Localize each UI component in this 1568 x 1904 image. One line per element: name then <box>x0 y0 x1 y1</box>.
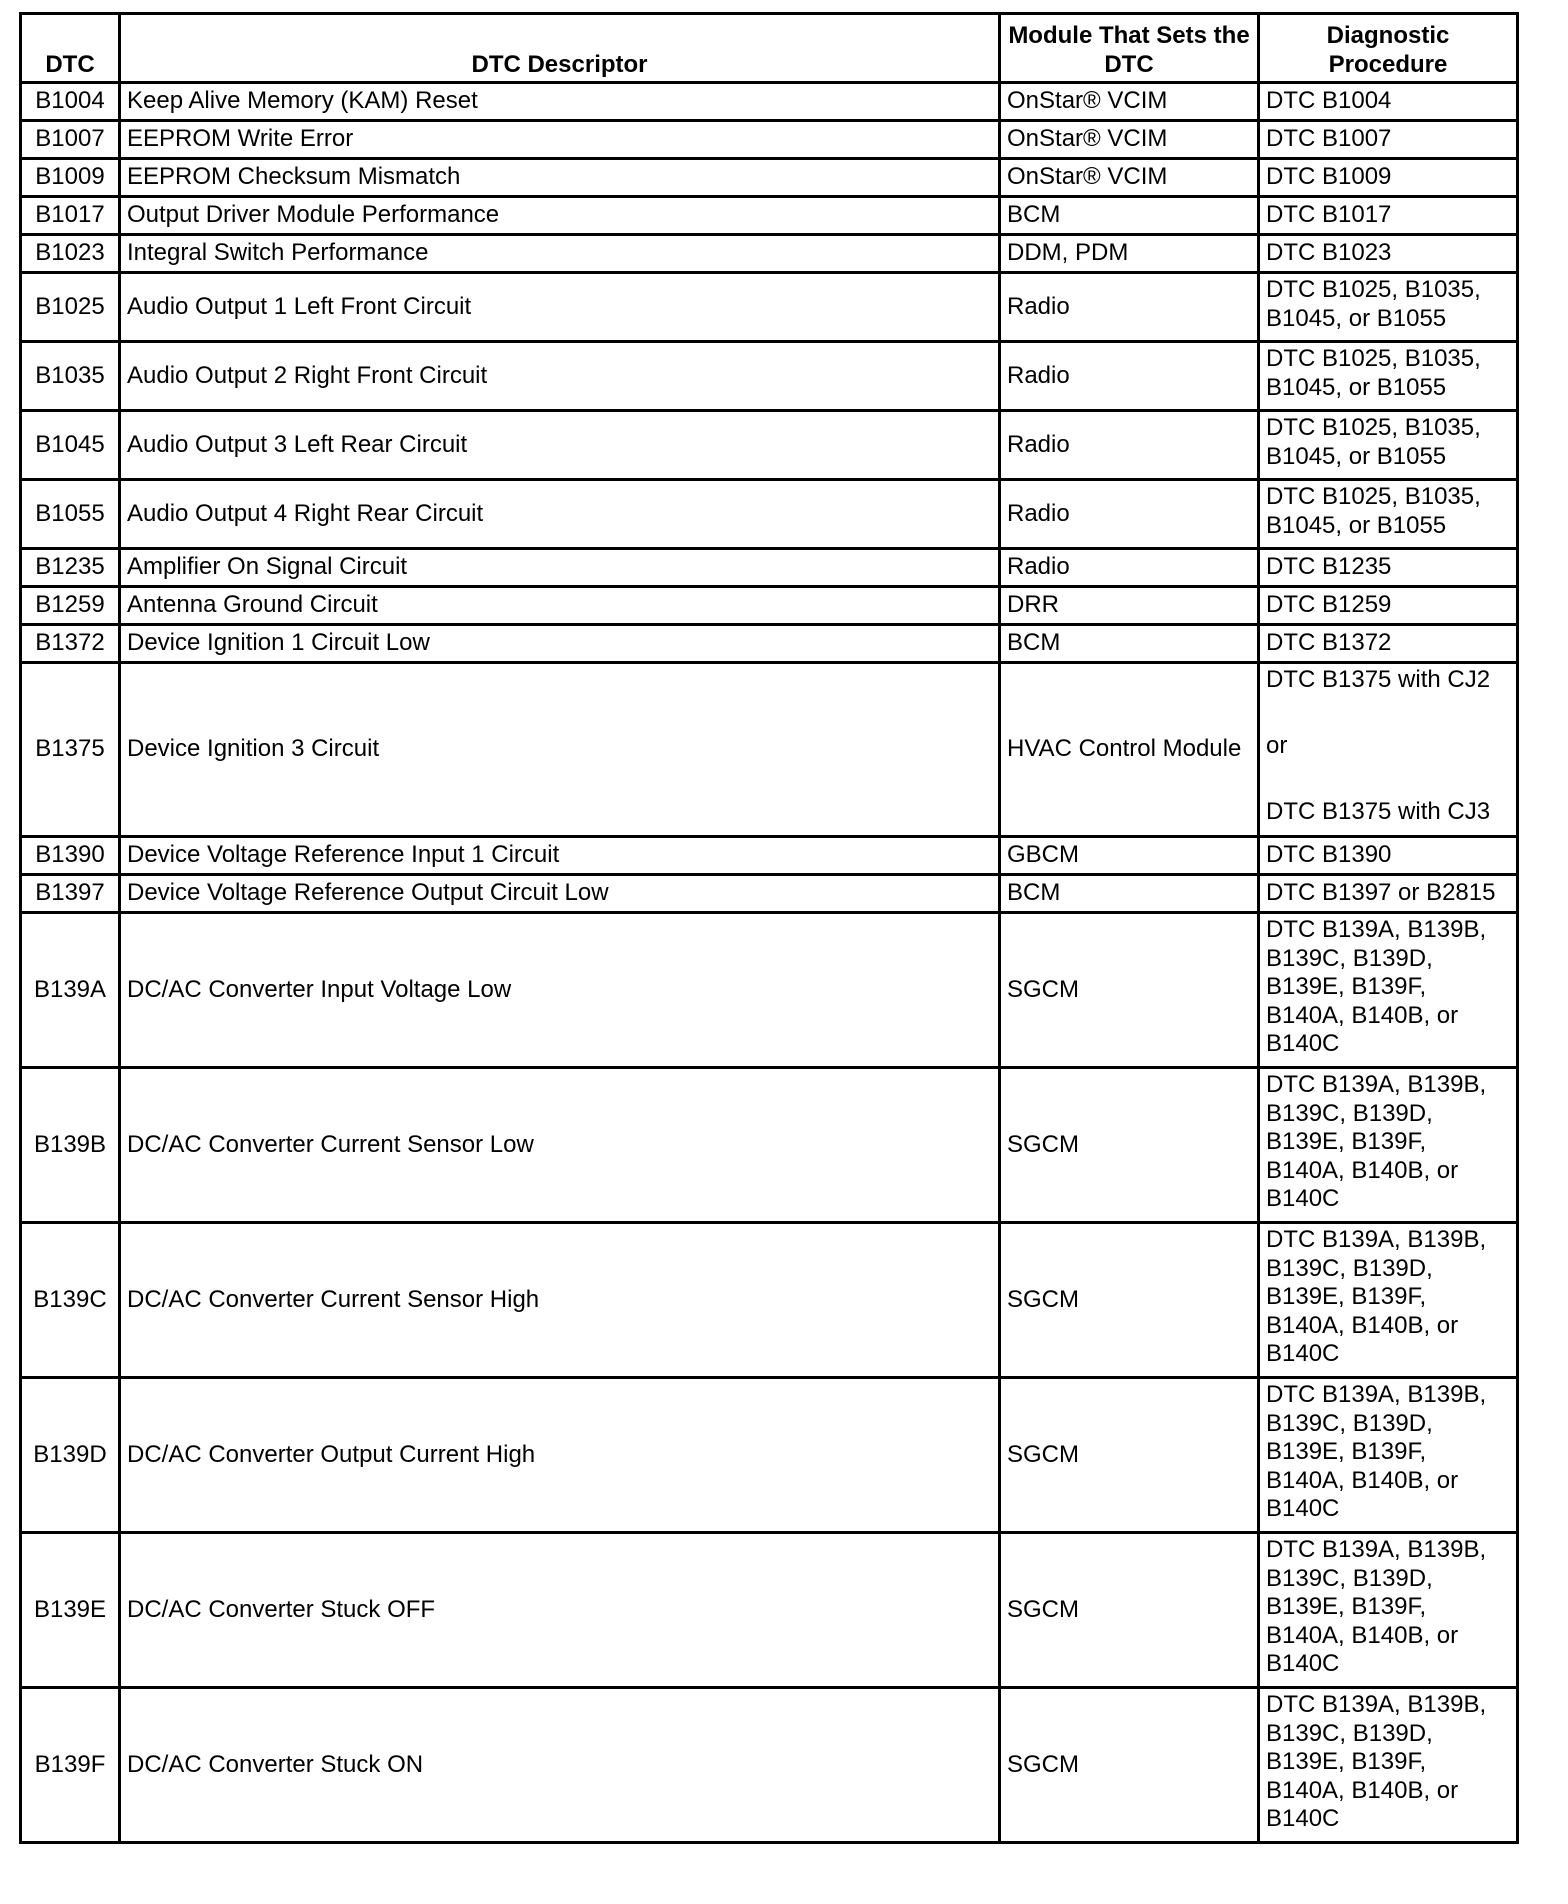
dtc-procedure: DTC B1235 <box>1259 549 1518 587</box>
dtc-descriptor: DC/AC Converter Stuck ON <box>120 1688 1000 1843</box>
dtc-procedure: DTC B139A, B139B, B139C, B139D, B139E, B139F, B140A, B140B, or B140C <box>1259 1378 1518 1533</box>
dtc-procedure: DTC B1009 <box>1259 159 1518 197</box>
dtc-descriptor: Audio Output 4 Right Rear Circuit <box>120 480 1000 549</box>
dtc-code: B139E <box>21 1533 120 1688</box>
table-row <box>21 1533 1518 1688</box>
dtc-code: B1004 <box>21 83 120 121</box>
dtc-module: HVAC Control Module <box>1000 663 1259 837</box>
dtc-descriptor: EEPROM Write Error <box>120 121 1000 159</box>
table-row <box>21 411 1518 480</box>
table-row <box>21 875 1518 913</box>
dtc-descriptor: Antenna Ground Circuit <box>120 587 1000 625</box>
dtc-module: Radio <box>1000 342 1259 411</box>
header-dtc: DTC <box>21 14 120 83</box>
dtc-code: B1390 <box>21 837 120 875</box>
dtc-procedure: DTC B1004 <box>1259 83 1518 121</box>
dtc-descriptor: Integral Switch Performance <box>120 235 1000 273</box>
dtc-descriptor: Amplifier On Signal Circuit <box>120 549 1000 587</box>
table-row <box>21 480 1518 549</box>
dtc-module: GBCM <box>1000 837 1259 875</box>
dtc-module: DDM, PDM <box>1000 235 1259 273</box>
dtc-procedure: DTC B1025, B1035, B1045, or B1055 <box>1259 273 1518 342</box>
dtc-procedure: DTC B139A, B139B, B139C, B139D, B139E, B139F, B140A, B140B, or B140C <box>1259 1068 1518 1223</box>
procedure-lines <box>1266 666 1510 826</box>
dtc-code: B139C <box>21 1223 120 1378</box>
dtc-procedure: DTC B139A, B139B, B139C, B139D, B139E, B139F, B140A, B140B, or B140C <box>1259 1688 1518 1843</box>
dtc-descriptor: Device Ignition 3 Circuit <box>120 663 1000 837</box>
procedure-line: DTC B1375 with CJ2 <box>1266 666 1491 693</box>
dtc-code: B1025 <box>21 273 120 342</box>
table-row <box>21 913 1518 1068</box>
table-row <box>21 663 1518 837</box>
table-row <box>21 625 1518 663</box>
dtc-procedure: DTC B139A, B139B, B139C, B139D, B139E, B139F, B140A, B140B, or B140C <box>1259 1533 1518 1688</box>
dtc-procedure: DTC B139A, B139B, B139C, B139D, B139E, B139F, B140A, B140B, or B140C <box>1259 1223 1518 1378</box>
dtc-code: B1055 <box>21 480 120 549</box>
table-row <box>21 83 1518 121</box>
dtc-procedure: DTC B1390 <box>1259 837 1518 875</box>
dtc-module: BCM <box>1000 197 1259 235</box>
dtc-descriptor: DC/AC Converter Current Sensor Low <box>120 1068 1000 1223</box>
dtc-module: Radio <box>1000 549 1259 587</box>
dtc-code: B1023 <box>21 235 120 273</box>
table-row <box>21 1688 1518 1843</box>
dtc-descriptor: Output Driver Module Performance <box>120 197 1000 235</box>
dtc-descriptor: EEPROM Checksum Mismatch <box>120 159 1000 197</box>
table-row <box>21 197 1518 235</box>
dtc-code: B1035 <box>21 342 120 411</box>
dtc-procedure: DTC B1259 <box>1259 587 1518 625</box>
header-procedure: Diagnostic Procedure <box>1259 14 1518 83</box>
header-descriptor: DTC Descriptor <box>120 14 1000 83</box>
dtc-descriptor: Device Voltage Reference Output Circuit Low <box>120 875 1000 913</box>
dtc-code: B1009 <box>21 159 120 197</box>
dtc-descriptor: Device Voltage Reference Input 1 Circuit <box>120 837 1000 875</box>
dtc-descriptor: DC/AC Converter Output Current High <box>120 1378 1000 1533</box>
table-row <box>21 549 1518 587</box>
dtc-module: BCM <box>1000 625 1259 663</box>
dtc-procedure: DTC B1017 <box>1259 197 1518 235</box>
dtc-module: SGCM <box>1000 1533 1259 1688</box>
dtc-descriptor: Audio Output 3 Left Rear Circuit <box>120 411 1000 480</box>
dtc-module: DRR <box>1000 587 1259 625</box>
table-row <box>21 273 1518 342</box>
header-row <box>21 14 1518 83</box>
table-row <box>21 1378 1518 1533</box>
dtc-module: Radio <box>1000 480 1259 549</box>
dtc-code: B139B <box>21 1068 120 1223</box>
header-module: Module That Sets the DTC <box>1000 14 1259 83</box>
dtc-code: B139F <box>21 1688 120 1843</box>
dtc-procedure: DTC B1007 <box>1259 121 1518 159</box>
dtc-code: B1017 <box>21 197 120 235</box>
dtc-procedure: DTC B1023 <box>1259 235 1518 273</box>
dtc-table <box>19 12 1519 1844</box>
dtc-procedure: DTC B1025, B1035, B1045, or B1055 <box>1259 411 1518 480</box>
dtc-module: OnStar® VCIM <box>1000 83 1259 121</box>
dtc-descriptor: Audio Output 1 Left Front Circuit <box>120 273 1000 342</box>
table-row <box>21 1223 1518 1378</box>
dtc-code: B1045 <box>21 411 120 480</box>
dtc-code: B1397 <box>21 875 120 913</box>
table-row <box>21 121 1518 159</box>
dtc-descriptor: DC/AC Converter Input Voltage Low <box>120 913 1000 1068</box>
table-row <box>21 235 1518 273</box>
dtc-module: SGCM <box>1000 1688 1259 1843</box>
table-row <box>21 342 1518 411</box>
dtc-code: B1372 <box>21 625 120 663</box>
table-row <box>21 837 1518 875</box>
table-row <box>21 587 1518 625</box>
dtc-procedure: DTC B1397 or B2815 <box>1259 875 1518 913</box>
dtc-module: Radio <box>1000 273 1259 342</box>
dtc-module: OnStar® VCIM <box>1000 159 1259 197</box>
dtc-descriptor: DC/AC Converter Current Sensor High <box>120 1223 1000 1378</box>
table-row <box>21 159 1518 197</box>
dtc-descriptor: DC/AC Converter Stuck OFF <box>120 1533 1000 1688</box>
dtc-procedure <box>1259 663 1518 837</box>
dtc-procedure: DTC B139A, B139B, B139C, B139D, B139E, B139F, B140A, B140B, or B140C <box>1259 913 1518 1068</box>
dtc-module: SGCM <box>1000 1223 1259 1378</box>
table-row <box>21 1068 1518 1223</box>
dtc-procedure: DTC B1025, B1035, B1045, or B1055 <box>1259 480 1518 549</box>
dtc-procedure: DTC B1372 <box>1259 625 1518 663</box>
dtc-module: SGCM <box>1000 1068 1259 1223</box>
dtc-module: Radio <box>1000 411 1259 480</box>
dtc-module: SGCM <box>1000 1378 1259 1533</box>
procedure-line: DTC B1375 with CJ3 <box>1266 797 1491 825</box>
dtc-module: SGCM <box>1000 913 1259 1068</box>
dtc-code: B1259 <box>21 587 120 625</box>
dtc-descriptor: Keep Alive Memory (KAM) Reset <box>120 83 1000 121</box>
dtc-descriptor: Audio Output 2 Right Front Circuit <box>120 342 1000 411</box>
dtc-code: B1235 <box>21 549 120 587</box>
dtc-descriptor: Device Ignition 1 Circuit Low <box>120 625 1000 663</box>
dtc-code: B139A <box>21 913 120 1068</box>
dtc-code: B1375 <box>21 663 120 837</box>
procedure-line: or <box>1266 731 1288 759</box>
dtc-code: B1007 <box>21 121 120 159</box>
dtc-module: OnStar® VCIM <box>1000 121 1259 159</box>
dtc-procedure: DTC B1025, B1035, B1045, or B1055 <box>1259 342 1518 411</box>
dtc-module: BCM <box>1000 875 1259 913</box>
dtc-code: B139D <box>21 1378 120 1533</box>
